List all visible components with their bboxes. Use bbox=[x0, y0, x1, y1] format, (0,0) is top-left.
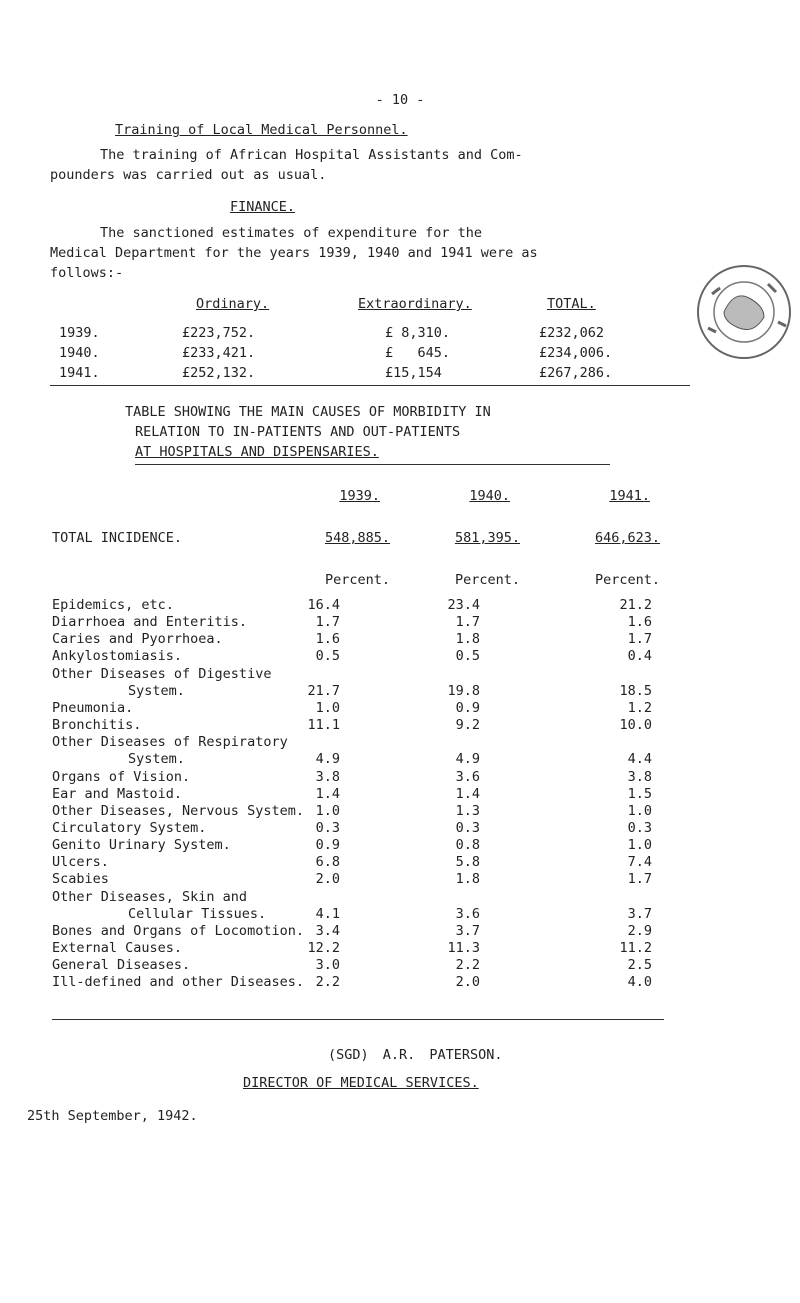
cause-label: Other Diseases, Nervous System. bbox=[52, 802, 304, 819]
finance-para-line-2: Medical Department for the years 1939, 1940 and 1941 were as bbox=[50, 245, 538, 261]
percent-value: 0.4 bbox=[627, 648, 652, 665]
page-number: - 10 - bbox=[375, 92, 425, 108]
finance-ordinary: £223,752. bbox=[182, 325, 256, 341]
cause-label: Circulatory System. bbox=[52, 819, 207, 836]
percent-value: 3.6 bbox=[455, 768, 480, 785]
percent-value: 7.4 bbox=[627, 854, 652, 871]
percent-value: 11.3 bbox=[447, 940, 480, 956]
percent-value: 6.8 bbox=[315, 854, 340, 871]
cause-label: Ill-defined and other Diseases. bbox=[52, 974, 304, 991]
finance-total: £267,286. bbox=[539, 365, 613, 381]
percent-value: 5.8 bbox=[455, 854, 480, 871]
percent-value: 2.2 bbox=[455, 957, 480, 974]
total-incidence-value: 646,623. bbox=[594, 530, 660, 546]
year-header: 1940. bbox=[469, 488, 510, 504]
percent-value: 2.2 bbox=[315, 974, 340, 991]
cause-label: Bones and Organs of Locomotion. bbox=[52, 922, 304, 939]
percent-value: 0.9 bbox=[455, 699, 480, 716]
percent-value: 16.4 bbox=[307, 597, 340, 613]
percent-value: 1.0 bbox=[315, 802, 340, 819]
finance-total: £234,006. bbox=[539, 345, 613, 361]
percent-value: 1.0 bbox=[627, 802, 652, 819]
finance-extraordinary: £ 8,310. bbox=[385, 325, 451, 341]
cause-label: System. bbox=[128, 751, 185, 768]
percent-value: 10.0 bbox=[619, 717, 652, 734]
cause-label: Caries and Pyorrhoea. bbox=[52, 631, 223, 648]
finance-year: 1940. bbox=[59, 345, 100, 361]
table-title-line-2: RELATION TO IN-PATIENTS AND OUT-PATIENTS bbox=[135, 424, 461, 440]
percent-value: 0.5 bbox=[315, 648, 340, 665]
percent-value: 3.7 bbox=[455, 922, 480, 939]
percent-value: 19.8 bbox=[447, 682, 480, 699]
percent-value: 4.9 bbox=[315, 751, 340, 768]
percent-value: 1.7 bbox=[455, 614, 480, 631]
percent-value: 1.4 bbox=[315, 785, 340, 802]
finance-extraordinary: £15,154 bbox=[385, 365, 442, 381]
cause-label: Diarrhoea and Enteritis. bbox=[52, 614, 248, 631]
cause-label: Pneumonia. bbox=[52, 699, 134, 716]
cause-label: Cellular Tissues. bbox=[128, 905, 267, 922]
percent-value: 4.0 bbox=[627, 974, 652, 991]
total-incidence-value: 581,395. bbox=[454, 530, 520, 546]
total-incidence-value: 548,885. bbox=[324, 530, 390, 546]
cause-label: Organs of Vision. bbox=[52, 768, 191, 785]
percent-value: 9.2 bbox=[455, 717, 480, 734]
document-date: 25th September, 1942. bbox=[27, 1108, 198, 1124]
percent-value: 1.0 bbox=[315, 699, 340, 716]
table-title-line-1: TABLE SHOWING THE MAIN CAUSES OF MORBIDITY IN bbox=[125, 404, 491, 420]
cause-label: Ear and Mastoid. bbox=[52, 785, 183, 802]
percent-header: Percent. bbox=[594, 572, 660, 588]
percent-value: 3.8 bbox=[627, 768, 652, 785]
finance-header-total: TOTAL. bbox=[547, 296, 596, 312]
cause-label: System. bbox=[128, 682, 185, 699]
percent-value: 4.1 bbox=[315, 905, 340, 922]
percent-value: 0.5 bbox=[455, 648, 480, 665]
table-title-line-3: AT HOSPITALS AND DISPENSARIES. bbox=[135, 444, 379, 460]
percent-value: 3.0 bbox=[315, 957, 340, 974]
percent-value: 1.6 bbox=[315, 631, 340, 648]
cause-label: Other Diseases of Digestive bbox=[52, 665, 272, 682]
percent-value: 3.6 bbox=[455, 905, 480, 922]
percent-value: 1.7 bbox=[627, 871, 652, 888]
percent-value: 0.8 bbox=[455, 837, 480, 854]
year-header: 1941. bbox=[609, 488, 650, 504]
percent-value: 4.4 bbox=[627, 751, 652, 768]
percent-value: 1.4 bbox=[455, 785, 480, 802]
percent-value: 1.2 bbox=[627, 699, 652, 716]
percent-header: Percent. bbox=[454, 572, 520, 588]
percent-value: 3.8 bbox=[315, 768, 340, 785]
finance-header-ordinary: Ordinary. bbox=[196, 296, 270, 312]
total-incidence-label: TOTAL INCIDENCE. bbox=[52, 530, 183, 546]
cause-label: External Causes. bbox=[52, 940, 183, 956]
cause-label: Ulcers. bbox=[52, 854, 109, 871]
percent-value: 2.0 bbox=[455, 974, 480, 991]
cause-label: Genito Urinary System. bbox=[52, 837, 231, 854]
percent-value: 3.4 bbox=[315, 922, 340, 939]
percent-value: 11.1 bbox=[307, 717, 340, 734]
percent-value: 23.4 bbox=[447, 597, 480, 613]
percent-value: 1.6 bbox=[627, 614, 652, 631]
percent-value: 0.9 bbox=[315, 837, 340, 854]
percent-value: 0.3 bbox=[455, 819, 480, 836]
cause-label: Ankylostomiasis. bbox=[52, 648, 183, 665]
finance-ordinary: £252,132. bbox=[182, 365, 256, 381]
finance-heading: FINANCE. bbox=[230, 199, 296, 215]
finance-year: 1939. bbox=[59, 325, 100, 341]
percent-value: 1.8 bbox=[455, 871, 480, 888]
percent-value: 3.7 bbox=[627, 905, 652, 922]
cause-label: General Diseases. bbox=[52, 957, 191, 974]
training-para-line-2: pounders was carried out as usual. bbox=[50, 167, 327, 183]
percent-value: 1.5 bbox=[627, 785, 652, 802]
cause-label: Other Diseases of Respiratory bbox=[52, 734, 288, 751]
percent-value: 1.0 bbox=[627, 837, 652, 854]
percent-value: 2.0 bbox=[315, 871, 340, 888]
finance-ordinary: £233,421. bbox=[182, 345, 256, 361]
finance-year: 1941. bbox=[59, 365, 100, 381]
percent-value: 2.9 bbox=[627, 922, 652, 939]
training-heading: Training of Local Medical Personnel. bbox=[115, 122, 408, 138]
finance-extraordinary: £ 645. bbox=[385, 345, 451, 361]
percent-value: 21.2 bbox=[619, 597, 652, 613]
percent-value: 1.7 bbox=[315, 614, 340, 631]
finance-total: £232,062 bbox=[539, 325, 605, 341]
library-stamp-image bbox=[694, 262, 794, 362]
percent-value: 2.5 bbox=[627, 957, 652, 974]
finance-para-line-3: follows:- bbox=[50, 265, 124, 281]
percent-value: 0.3 bbox=[627, 819, 652, 836]
table-bottom-rule bbox=[52, 1019, 664, 1020]
finance-header-extraordinary: Extraordinary. bbox=[358, 296, 472, 312]
cause-label: Scabies bbox=[52, 871, 109, 888]
percent-value: 1.3 bbox=[455, 802, 480, 819]
signature-title: DIRECTOR OF MEDICAL SERVICES. bbox=[243, 1075, 479, 1091]
training-para-line-1: The training of African Hospital Assistants and Com- bbox=[100, 147, 523, 163]
year-header: 1939. bbox=[339, 488, 380, 504]
finance-para-line-1: The sanctioned estimates of expenditure for the bbox=[100, 225, 483, 241]
table-title-rule bbox=[135, 464, 610, 465]
percent-value: 21.7 bbox=[307, 682, 340, 699]
cause-label: Bronchitis. bbox=[52, 717, 142, 734]
percent-value: 11.2 bbox=[619, 940, 652, 956]
percent-value: 12.2 bbox=[307, 940, 340, 956]
percent-header: Percent. bbox=[324, 572, 390, 588]
percent-value: 0.3 bbox=[315, 819, 340, 836]
cause-label: Epidemics, etc. bbox=[52, 597, 174, 613]
percent-value: 1.7 bbox=[627, 631, 652, 648]
cause-label: Other Diseases, Skin and bbox=[52, 888, 248, 905]
percent-value: 1.8 bbox=[455, 631, 480, 648]
finance-rule bbox=[50, 385, 690, 386]
percent-value: 4.9 bbox=[455, 751, 480, 768]
signature-line: (SGD) A.R. PATERSON. bbox=[328, 1047, 503, 1063]
percent-value: 18.5 bbox=[619, 682, 652, 699]
